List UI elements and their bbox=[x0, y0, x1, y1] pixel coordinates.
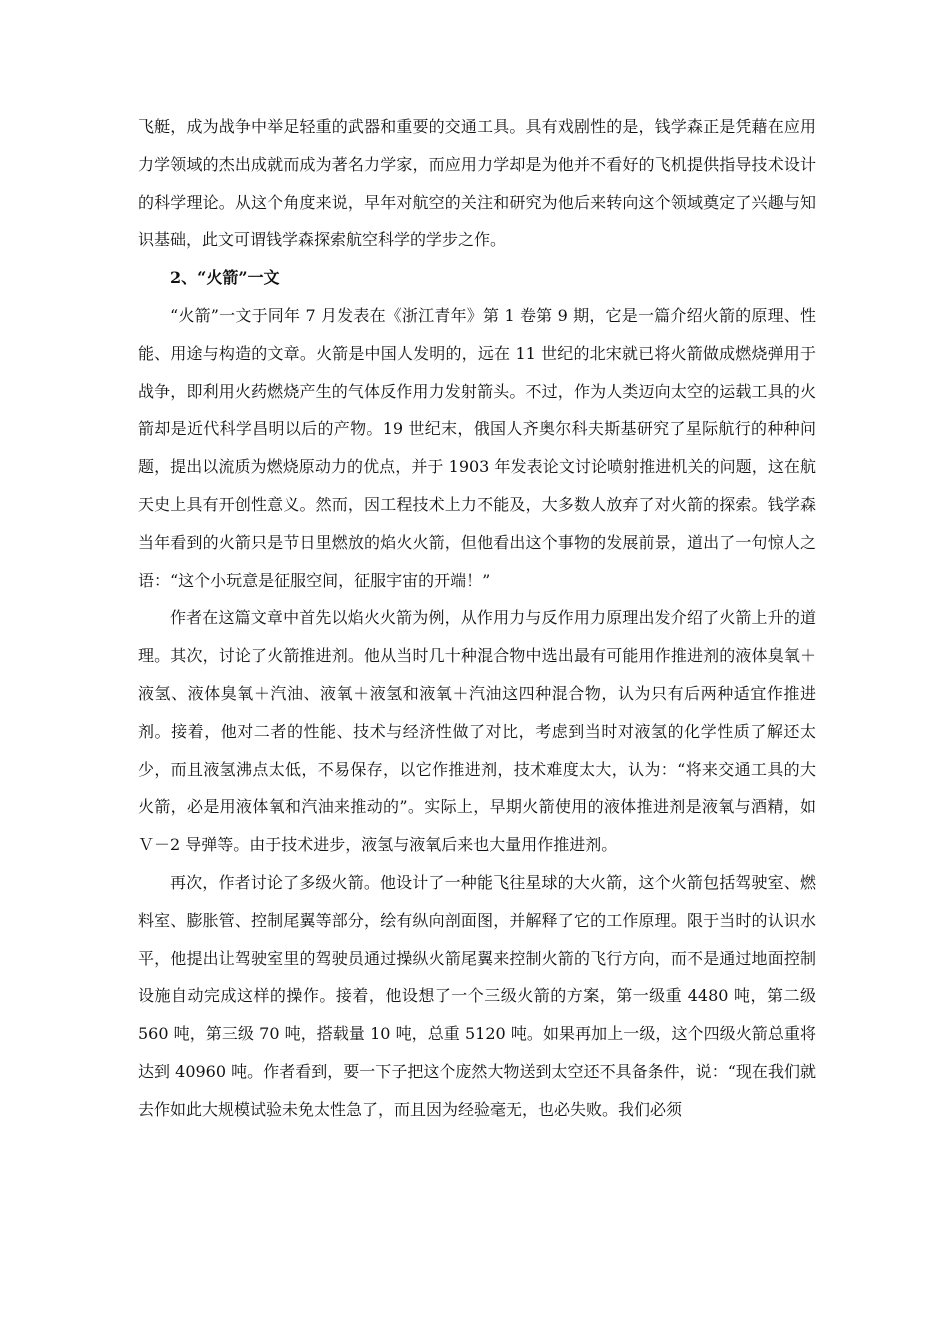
paragraph-rocket-intro: “火箭”一文于同年 7 月发表在《浙江青年》第 1 卷第 9 期，它是一篇介绍火箭的原理、性能、用途与构造的文章。火箭是中国人发明的，远在 11 世纪的北宋就已将火箭做成燃烧弹用于战争，即利用火药燃烧产生的气体反作用力发射箭头。不过，作为人类迈向太空的运载工具的火箭却是近代科学昌明以后的产物。19 世纪末，俄国人齐奥尔科夫斯基研究了星际航行的种种问题，提出以流质为燃烧原动力的优点，并于 1903 年发表论文讨论喷射推进机关的问题，这在航天史上具有开创性意义。然而，因工程技术上力不能及，大多数人放弃了对火箭的探索。钱学森当年看到的火箭只是节日里燃放的焰火火箭，但他看出这个事物的发展前景，道出了一句惊人之语：“这个小玩意是征服空间，征服宇宙的开端！” bbox=[138, 305, 816, 590]
paragraph-propellants: 作者在这篇文章中首先以焰火火箭为例，从作用力与反作用力原理出发介绍了火箭上升的道理。其次，讨论了火箭推进剂。他从当时几十种混合物中选出最有可能用作推进剂的液体臭氧＋液氢、液体臭氧＋汽油、液氧＋液氢和液氧＋汽油这四种混合物，认为只有后两种适宜作推进剂。接着，他对二者的性能、技术与经济性做了对比，考虑到当时对液氢的化学性质了解还太少，而且液氢沸点太低，不易保存，以它作推进剂，技术难度太大，认为：“将来交通工具的大火箭，必是用液体氧和汽油来推动的”。实际上，早期火箭使用的液体推进剂是液氧与酒精，如Ｖ－2 导弹等。由于技术进步，液氢与液氧后来也大量用作推进剂。 bbox=[138, 608, 816, 855]
section-heading: 2、“火箭”一文 bbox=[170, 268, 280, 288]
paragraph-continuation: 飞艇，成为战争中举足轻重的武器和重要的交通工具。具有戏剧性的是，钱学森正是凭藉在应用力学领域的杰出成就而成为著名力学家，而应用力学却是为他并不看好的飞机提供指导技术设计的科学理论。从这个角度来说，早年对航空的关注和研究为他后来转向这个领域奠定了兴趣与知识基础，此文可谓钱学森探索航空科学的学步之作。 bbox=[138, 117, 816, 250]
document-body bbox=[138, 108, 816, 1129]
paragraph-multistage: 再次，作者讨论了多级火箭。他设计了一种能飞往星球的大火箭，这个火箭包括驾驶室、燃料室、膨胀管、控制尾翼等部分，绘有纵向剖面图，并解释了它的工作原理。限于当时的认识水平，他提出让驾驶室里的驾驶员通过操纵火箭尾翼来控制火箭的飞行方向，而不是通过地面控制设施自动完成这样的操作。接着，他设想了一个三级火箭的方案，第一级重 4480 吨，第二级 560 吨，第三级 70 吨，搭载量 10 吨，总重 5120 吨。如果再加上一级，这个四级火箭总重将达到 40960 吨。作者看到，要一下子把这个庞然大物送到太空还不具备条件，说：“现在我们就去作如此大规模试验未免太性急了，而且因为经验毫无，也必失败。我们必须 bbox=[138, 872, 816, 1119]
